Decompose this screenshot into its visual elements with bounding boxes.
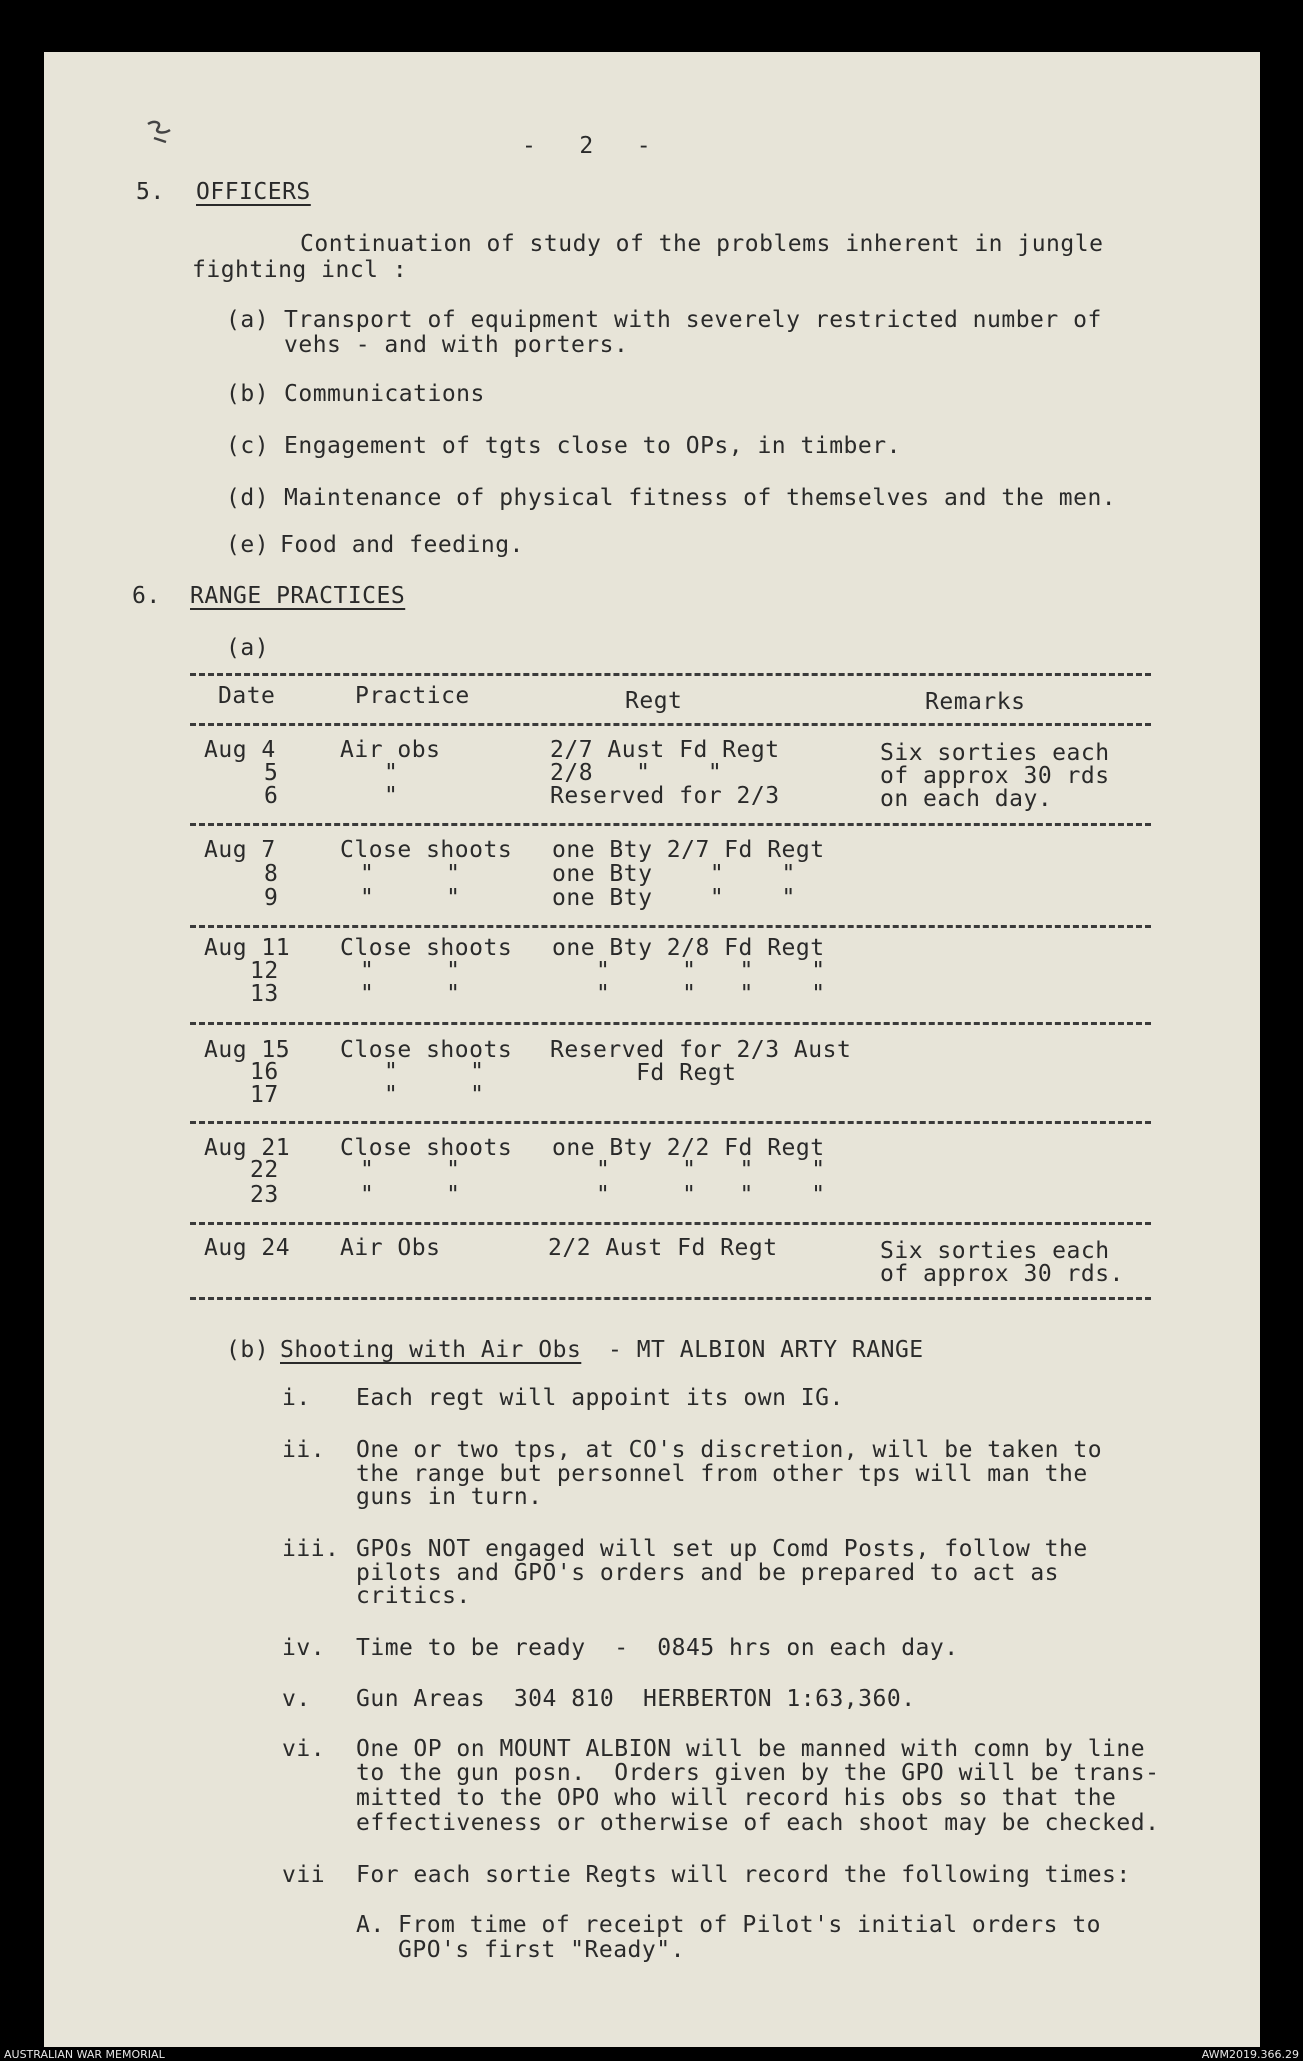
table-cell-regt: Fd Regt: [550, 1060, 737, 1086]
table-cell-practice: " ": [360, 1157, 461, 1183]
table-cell-practice: " ": [360, 861, 461, 887]
table-cell-date: 6: [264, 783, 279, 809]
air-obs-subitem-text: GPO's first "Ready".: [398, 1937, 685, 1963]
table-cell-remarks: Six sorties each: [880, 740, 1110, 766]
officers-item-label: (c): [226, 433, 270, 459]
table-cell-date: Aug 15: [204, 1037, 291, 1063]
table-header-remarks: Remarks: [925, 689, 1026, 715]
air-obs-item-text: to the gun posn. Orders given by the GPO will be trans-: [356, 1760, 1160, 1786]
air-obs-item-text: the range but personnel from other tps will man the: [356, 1461, 1088, 1487]
footer-catalog-id: AWM2019.366.29: [1201, 2048, 1299, 2061]
air-obs-item-text: One or two tps, at CO's discretion, will be taken to: [356, 1437, 1103, 1463]
table-cell-regt: one Bty " ": [552, 861, 796, 887]
table-cell-regt: 2/2 Aust Fd Regt: [548, 1235, 778, 1261]
table-header-regt: Regt: [625, 688, 683, 714]
table-cell-remarks: of approx 30 rds.: [880, 1261, 1124, 1287]
table-cell-regt: " " " ": [596, 981, 826, 1007]
air-obs-item-text: effectiveness or otherwise of each shoot may be checked.: [356, 1810, 1160, 1836]
table-cell-practice: Air obs: [340, 737, 441, 763]
air-obs-item-text: Each regt will appoint its own IG.: [356, 1385, 844, 1411]
table-cell-practice: Close shoots: [340, 1037, 513, 1063]
air-obs-item-number: v.: [282, 1686, 311, 1712]
table-rule: [190, 1121, 1151, 1124]
table-cell-regt: " " " ": [596, 1182, 826, 1208]
table-cell-date: Aug 11: [204, 935, 291, 961]
section5-number: 5.: [136, 179, 165, 205]
table-cell-practice: " ": [384, 1059, 485, 1085]
table-cell-practice: " ": [360, 958, 461, 984]
air-obs-item-text: pilots and GPO's orders and be prepared to act as: [356, 1560, 1060, 1586]
officers-item-text: Food and feeding.: [280, 532, 524, 558]
table-rule: [190, 925, 1151, 928]
officers-item-label: (d): [226, 485, 270, 511]
officers-item-text: Engagement of tgts close to OPs, in timber.: [284, 433, 901, 459]
table-cell-date: 17: [250, 1082, 279, 1108]
table-cell-date: 8: [264, 861, 279, 887]
section5-intro-line2: fighting incl :: [192, 257, 408, 283]
section6-sub-b-label: (b): [226, 1337, 270, 1363]
table-rule: [190, 1022, 1151, 1025]
table-cell-regt: one Bty 2/7 Fd Regt: [552, 837, 825, 863]
officers-item-text: Maintenance of physical fitness of themselves and the men.: [284, 485, 1117, 511]
air-obs-subitem-label: A.: [356, 1912, 385, 1938]
table-cell-date: 13: [250, 981, 279, 1007]
table-cell-practice: " ": [360, 1182, 461, 1208]
air-obs-item-number: iii.: [282, 1536, 340, 1562]
air-obs-item-text: GPOs NOT engaged will set up Comd Posts, follow the: [356, 1536, 1088, 1562]
table-cell-date: Aug 7: [204, 837, 276, 863]
section6-sub-b-heading: Shooting with Air Obs: [280, 1337, 582, 1363]
officers-item-label: (b): [226, 381, 270, 407]
table-rule: [190, 673, 1151, 676]
table-cell-date: 22: [250, 1157, 279, 1183]
table-cell-regt: Reserved for 2/3: [550, 783, 780, 809]
table-cell-practice: " ": [360, 981, 461, 1007]
table-rule: [190, 1297, 1151, 1300]
air-obs-item-number: i.: [282, 1385, 311, 1411]
section5-heading: OFFICERS: [196, 179, 311, 205]
table-cell-regt: 2/8 " ": [550, 760, 723, 786]
table-header-date: Date: [218, 683, 276, 709]
air-obs-item-text: Time to be ready - 0845 hrs on each day.: [356, 1635, 959, 1661]
footer-credit: AUSTRALIAN WAR MEMORIAL: [4, 2048, 165, 2061]
section6-number: 6.: [132, 583, 161, 609]
table-cell-date: Aug 21: [204, 1135, 291, 1161]
air-obs-item-text: mitted to the OPO who will record his obs so that the: [356, 1785, 1117, 1811]
table-cell-practice: ": [384, 760, 399, 786]
air-obs-subitem-text: From time of receipt of Pilot's initial orders to: [398, 1912, 1102, 1938]
table-cell-regt: 2/7 Aust Fd Regt: [550, 737, 780, 763]
air-obs-item-text: Gun Areas 304 810 HERBERTON 1:63,360.: [356, 1686, 916, 1712]
table-cell-regt: one Bty " ": [552, 885, 796, 911]
table-cell-regt: " " " ": [596, 1157, 826, 1183]
table-cell-regt: one Bty 2/2 Fd Regt: [552, 1135, 825, 1161]
section6-sub-b-suffix: - MT ALBION ARTY RANGE: [608, 1337, 924, 1363]
air-obs-item-text: One OP on MOUNT ALBION will be manned with comn by line: [356, 1736, 1146, 1762]
page-number: - 2 -: [522, 133, 652, 159]
officers-item-text: Communications: [284, 381, 485, 407]
table-cell-practice: Close shoots: [340, 935, 513, 961]
officers-item-label: (e): [226, 532, 270, 558]
table-cell-practice: Air Obs: [340, 1235, 441, 1261]
table-cell-remarks: of approx 30 rds: [880, 763, 1110, 789]
air-obs-item-number: iv.: [282, 1635, 326, 1661]
officers-item-text: vehs - and with porters.: [284, 332, 629, 358]
table-cell-regt: Reserved for 2/3 Aust: [550, 1037, 852, 1063]
table-header-practice: Practice: [355, 683, 470, 709]
officers-item-label: (a): [226, 307, 270, 333]
table-cell-remarks: on each day.: [880, 786, 1053, 812]
table-cell-practice: Close shoots: [340, 837, 513, 863]
air-obs-item-number: ii.: [282, 1437, 326, 1463]
table-cell-date: 12: [250, 958, 279, 984]
table-cell-practice: " ": [360, 885, 461, 911]
table-cell-date: Aug 24: [204, 1235, 291, 1261]
table-cell-practice: ": [384, 783, 399, 809]
table-cell-practice: " ": [384, 1082, 485, 1108]
table-cell-practice: Close shoots: [340, 1135, 513, 1161]
pencil-mark: [140, 118, 180, 148]
officers-item-text: Transport of equipment with severely restricted number of: [284, 307, 1102, 333]
table-cell-date: 9: [264, 885, 279, 911]
section6-heading: RANGE PRACTICES: [190, 583, 406, 609]
air-obs-item-text: critics.: [356, 1583, 471, 1609]
table-cell-regt: one Bty 2/8 Fd Regt: [552, 935, 825, 961]
table-rule: [190, 823, 1151, 826]
table-cell-date: 23: [250, 1182, 279, 1208]
section5-intro-line1: Continuation of study of the problems inherent in jungle: [300, 231, 1104, 257]
air-obs-item-text: guns in turn.: [356, 1484, 543, 1510]
air-obs-item-text: For each sortie Regts will record the following times:: [356, 1862, 1131, 1888]
section6-sub-a: (a): [226, 635, 270, 661]
table-cell-remarks: Six sorties each: [880, 1238, 1110, 1264]
table-cell-regt: " " " ": [596, 958, 826, 984]
table-rule: [190, 1222, 1151, 1225]
air-obs-item-number: vi.: [282, 1736, 326, 1762]
table-cell-date: 5: [264, 760, 279, 786]
table-rule: [190, 723, 1151, 726]
table-cell-date: Aug 4: [204, 737, 276, 763]
table-cell-date: 16: [250, 1059, 279, 1085]
air-obs-item-number: vii: [282, 1862, 326, 1888]
